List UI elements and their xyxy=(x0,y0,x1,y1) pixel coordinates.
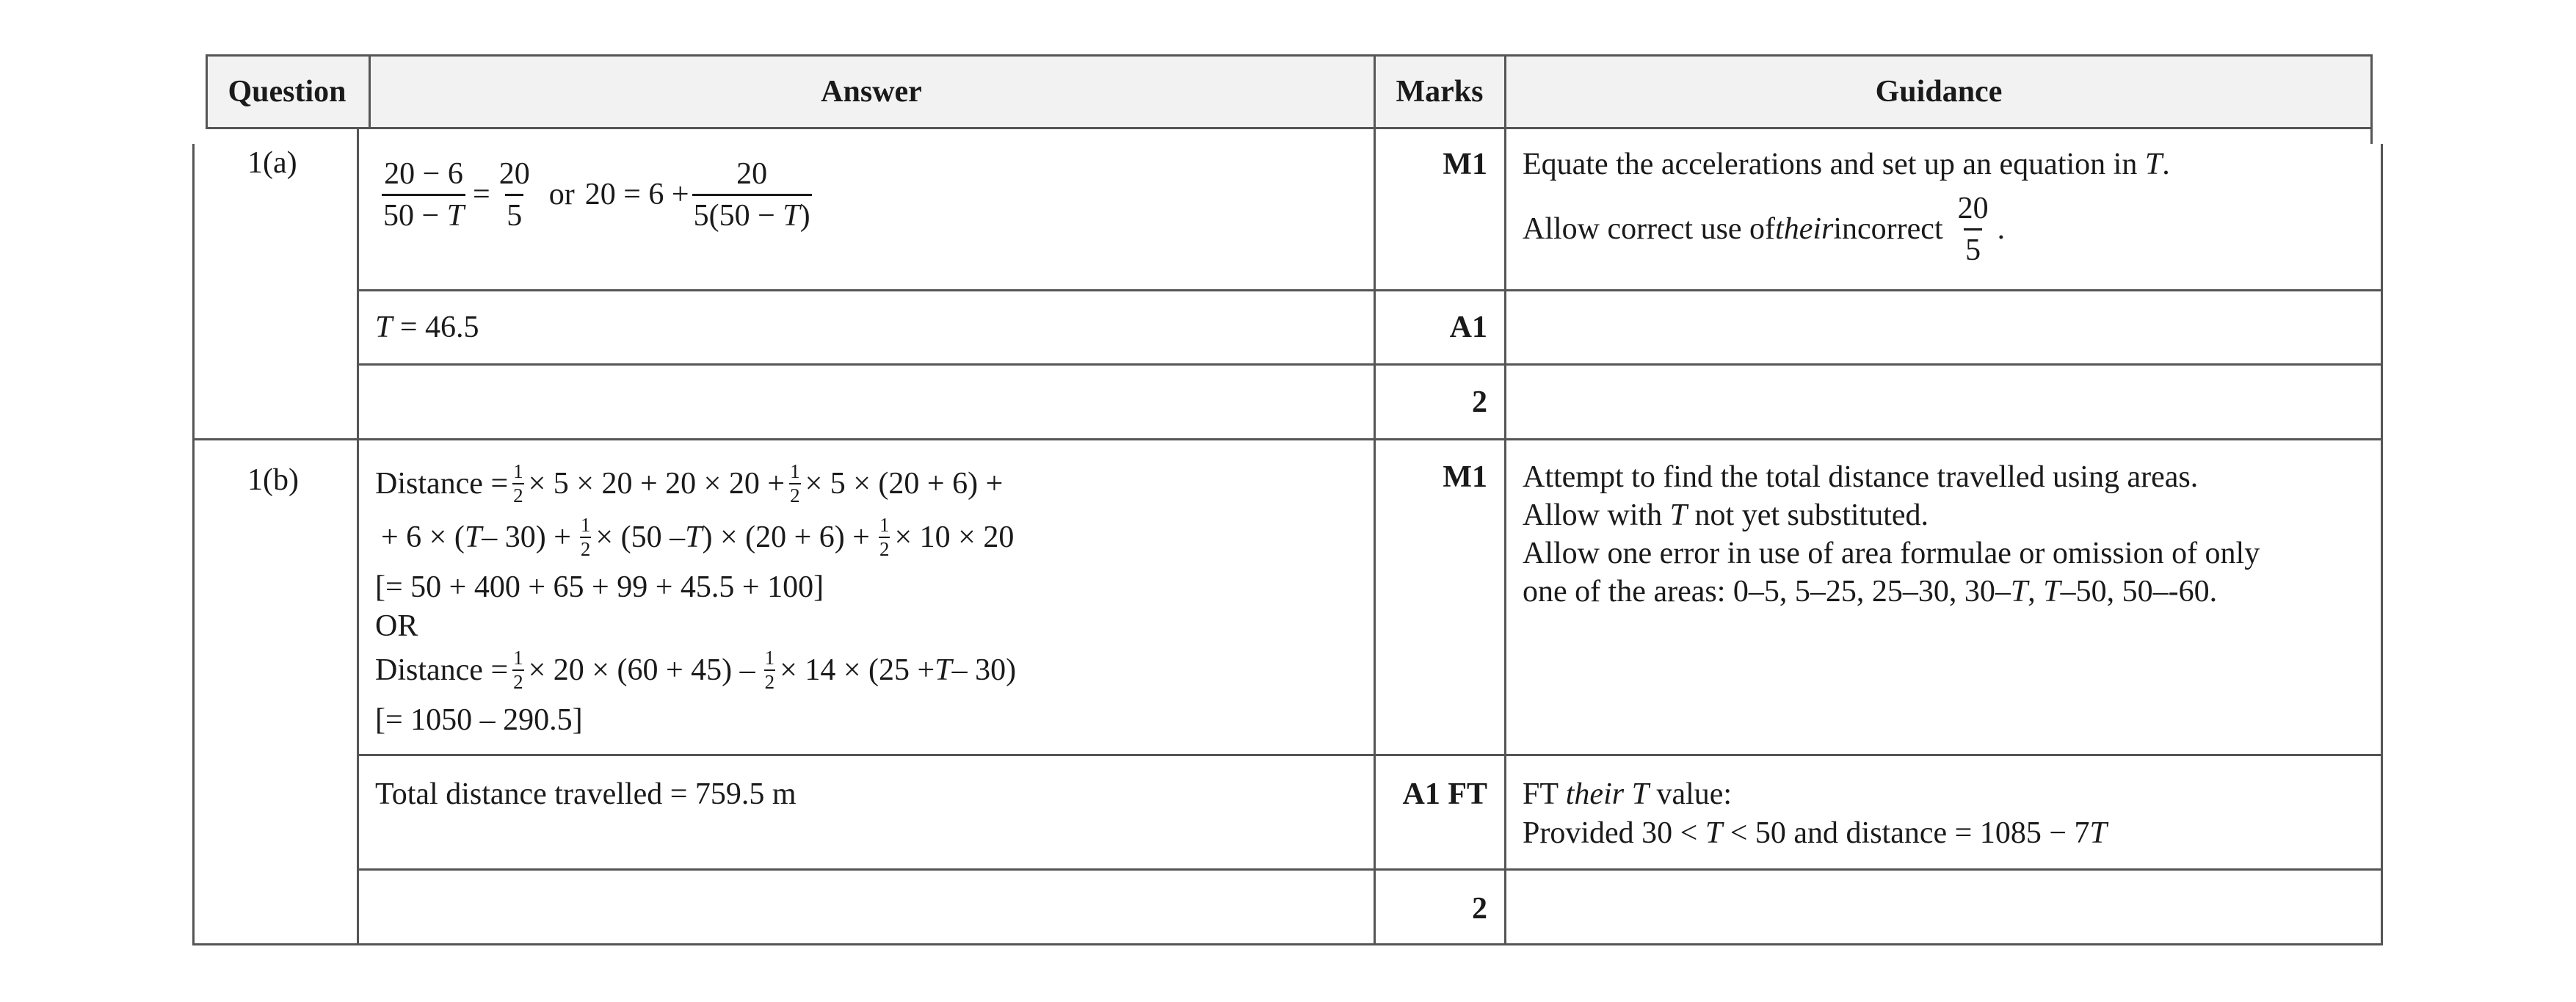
fraction: $\frac{20 - 6}{50 - T}$ xyxy=(383,156,465,233)
header-edge-right xyxy=(2370,54,2373,144)
answer-equation: $\frac{20 - 6}{50 - T}$ = $\frac{20}{5}$ or 20 = 6 + $\frac{20}{5(50 - T)}$ xyxy=(383,156,810,233)
fraction: $\frac{20}{5}$ xyxy=(1957,191,1989,267)
col-divider xyxy=(369,54,371,129)
guidance-text: Attempt to find the total distance travelled using areas. xyxy=(1523,460,2199,494)
table-bottom-rule xyxy=(192,943,2383,945)
question-divider xyxy=(192,438,2383,440)
half-fraction: $\frac{1}{2}$ xyxy=(879,514,890,560)
answer-line: Distance = $\frac{1}{2}$ × 20 × (60 + 45) – $\frac{1}{2}$ × 14 × (25 + T – 30) xyxy=(375,647,1017,693)
half-fraction: $\frac{1}{2}$ xyxy=(764,647,775,693)
row-divider xyxy=(357,363,2383,366)
header-guidance: Guidance xyxy=(1875,74,2003,109)
guidance-text: FT their T value: xyxy=(1523,777,1733,811)
row-divider xyxy=(357,868,2383,871)
fraction: $\frac{20}{5(50 - T)}$ xyxy=(693,156,810,233)
header-question: Question xyxy=(228,74,347,109)
header-answer: Answer xyxy=(821,74,922,109)
mark-code: M1 xyxy=(1443,148,1487,181)
guidance-text: Provided 30 < T < 50 and distance = 1085 − 7T xyxy=(1523,816,2107,850)
answer-line: [= 1050 – 290.5] xyxy=(375,703,583,737)
col-divider xyxy=(357,129,359,945)
row-divider xyxy=(357,754,2383,756)
answer-line: OR xyxy=(375,609,418,643)
row-divider xyxy=(357,289,2383,291)
fraction: $\frac{20}{5}$ xyxy=(498,156,530,233)
half-fraction: $\frac{1}{2}$ xyxy=(513,460,523,507)
guidance-text: Allow correct use of their incorrect $\frac{20}{5}$ . xyxy=(1523,191,2006,267)
col-divider xyxy=(1504,54,1506,945)
half-fraction: $\frac{1}{2}$ xyxy=(790,460,800,507)
mark-code: A1 FT xyxy=(1402,777,1487,811)
mark-total: 2 xyxy=(1472,385,1487,419)
answer-line: + 6 × ( T – 30) + $\frac{1}{2}$ × (50 – T ) × (20 + 6) + $\frac{1}{2}$ × 10 × 20 xyxy=(381,514,1015,560)
half-fraction: $\frac{1}{2}$ xyxy=(580,514,591,560)
table-edge-right xyxy=(2381,144,2383,945)
header-marks: Marks xyxy=(1396,74,1484,109)
header-top-rule xyxy=(206,54,2373,57)
answer-line: Distance = $\frac{1}{2}$ × 5 × 20 + 20 × 20 + $\frac{1}{2}$ × 5 × (20 + 6) + xyxy=(375,460,1004,507)
guidance-text: one of the areas: 0–5, 5–25, 25–30, 30–T, T–50, 50–-60. xyxy=(1523,575,2218,609)
answer-text: T = 46.5 xyxy=(375,311,479,344)
guidance-text: Allow one error in use of area formulae or omission of only xyxy=(1523,537,2260,570)
header-edge-left xyxy=(206,54,208,129)
mark-total: 2 xyxy=(1472,892,1487,926)
question-label: 1(b) xyxy=(247,463,299,497)
guidance-text: Equate the accelerations and set up an equation in T. xyxy=(1523,148,2170,181)
half-fraction: $\frac{1}{2}$ xyxy=(513,647,523,693)
mark-code: A1 xyxy=(1449,311,1487,344)
guidance-text: Allow with T not yet substituted. xyxy=(1523,498,1929,532)
answer-line: [= 50 + 400 + 65 + 99 + 45.5 + 100] xyxy=(375,570,824,604)
answer-text: Total distance travelled = 759.5 m xyxy=(375,777,797,811)
col-divider xyxy=(1374,54,1376,945)
question-label: 1(a) xyxy=(247,146,297,180)
table-edge-left xyxy=(192,144,195,945)
mark-code: M1 xyxy=(1443,460,1487,494)
header-bottom-rule xyxy=(206,127,2373,129)
table-header xyxy=(206,54,2373,128)
